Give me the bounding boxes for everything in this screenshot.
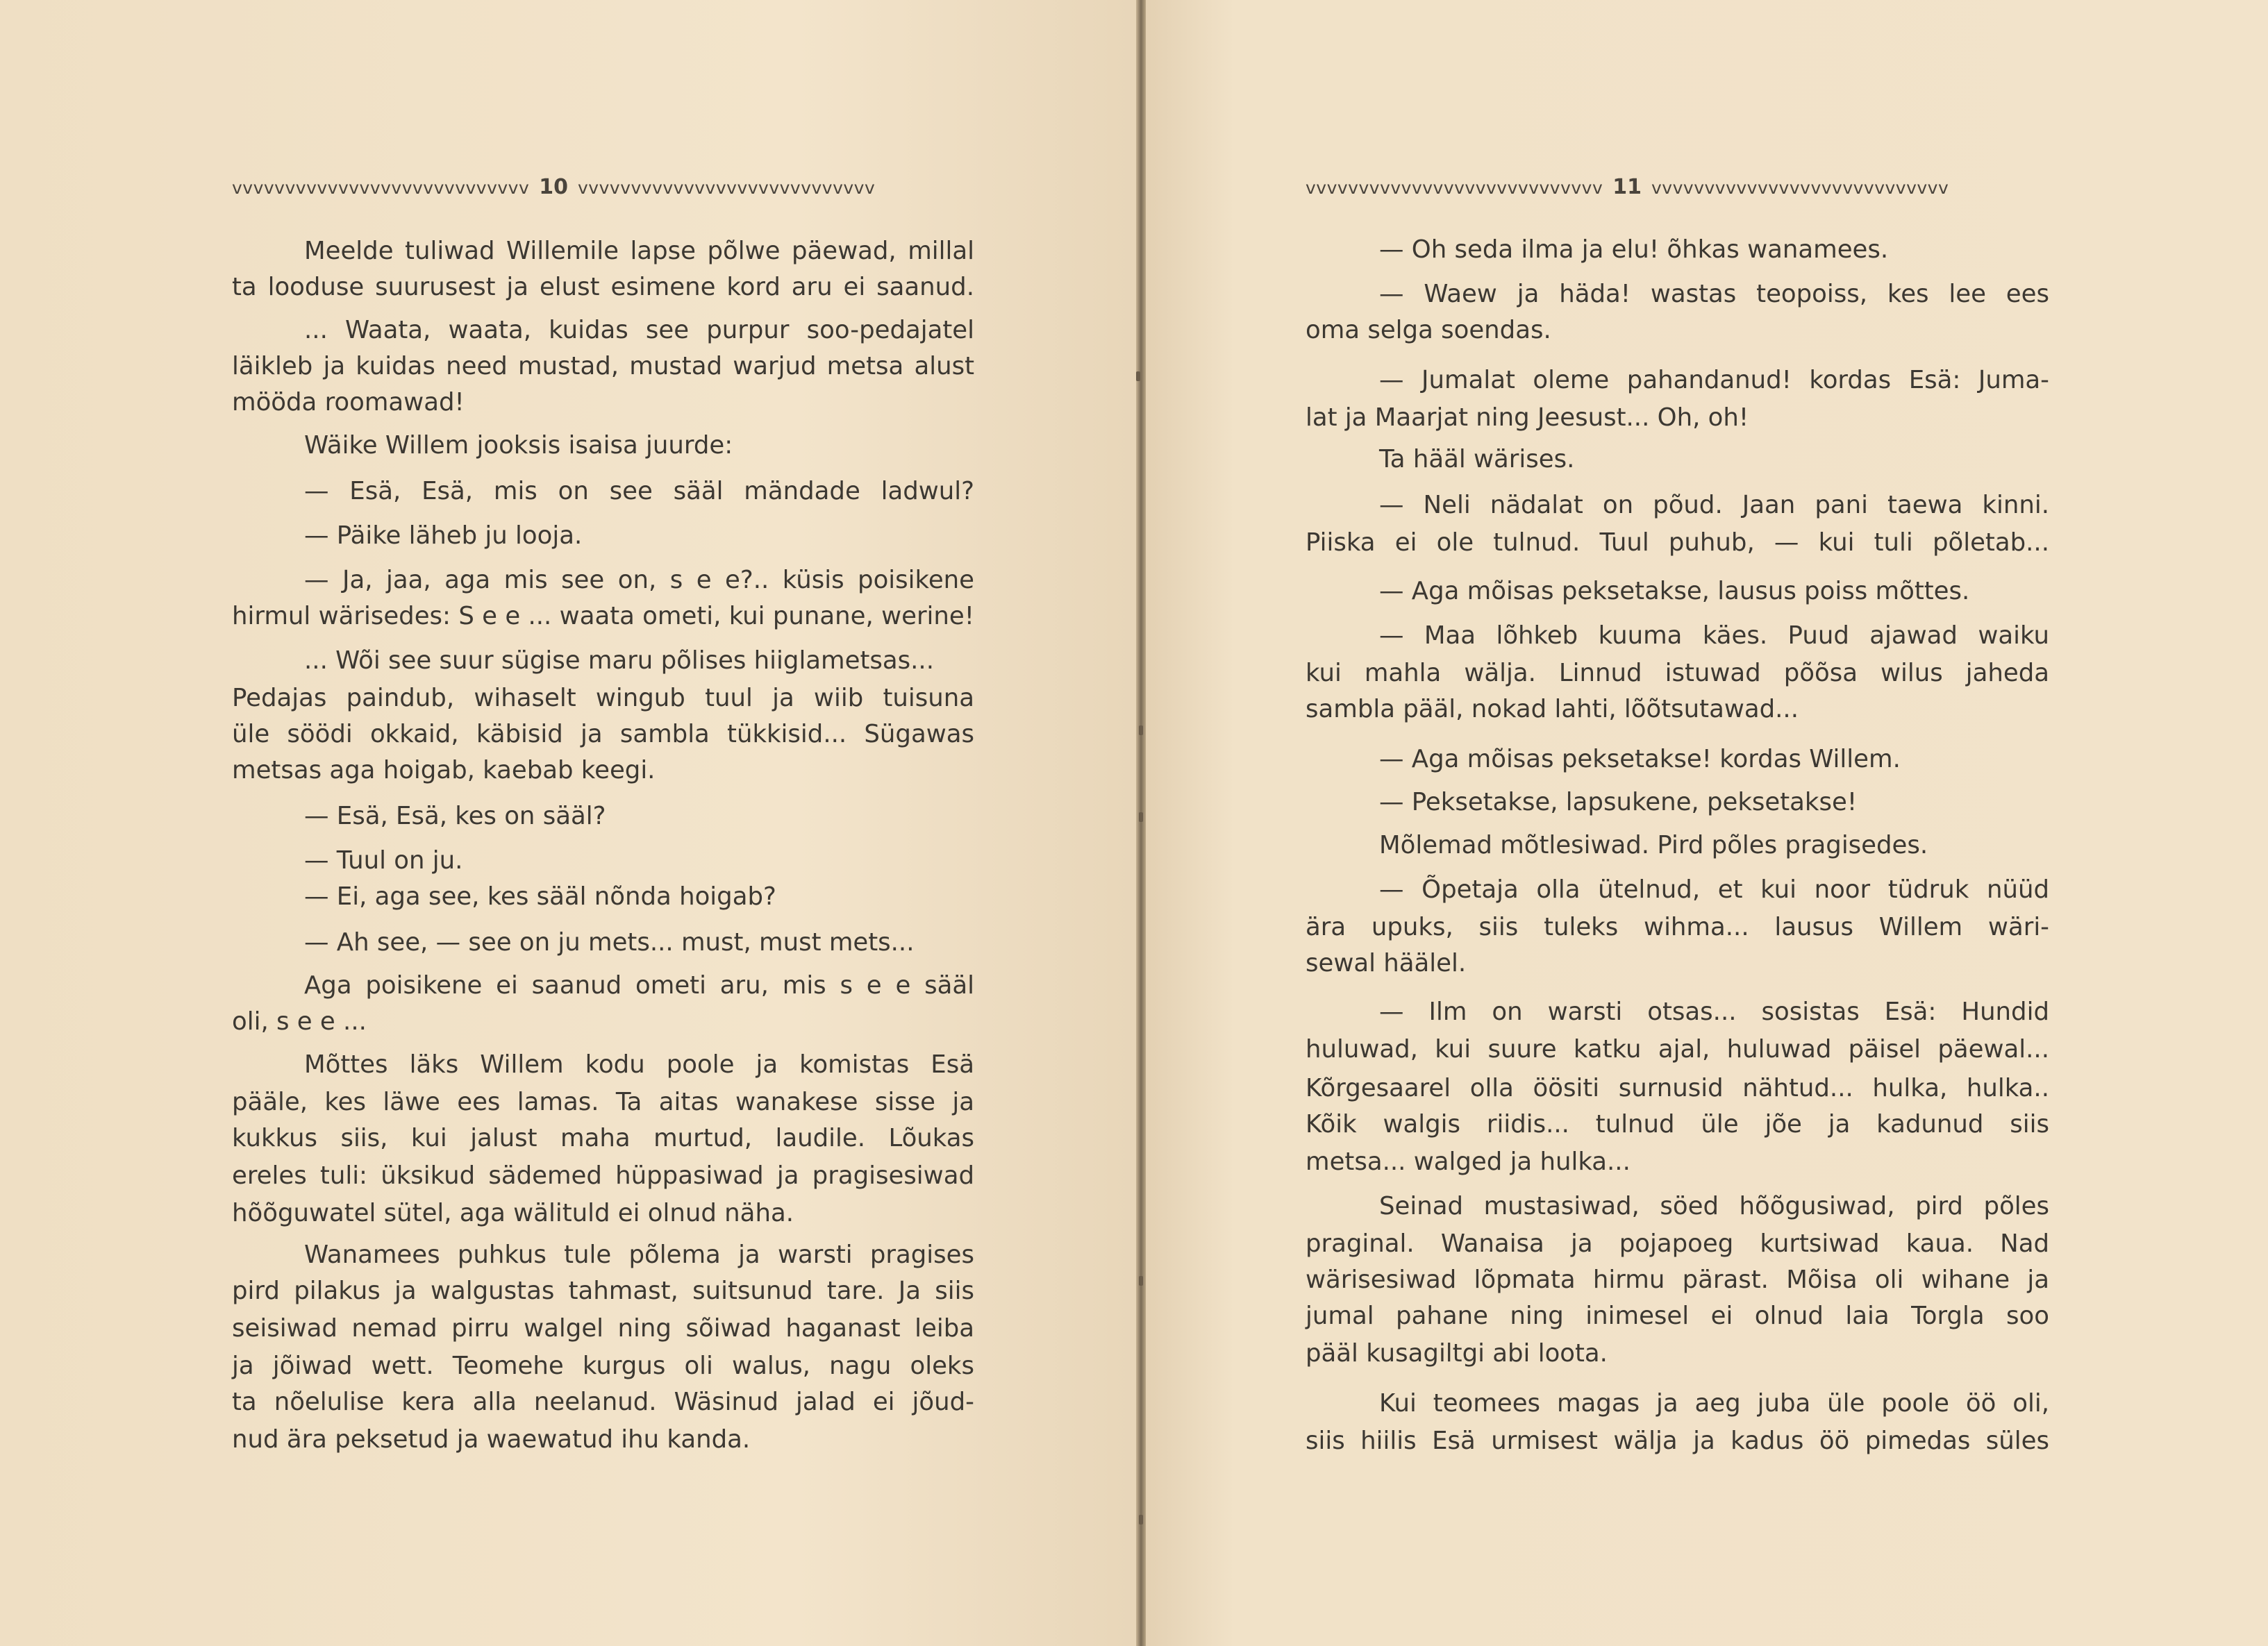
- text-line: Mõlemad mõtlesiwad. Pird põles pragisedes.: [1379, 831, 1928, 859]
- page-number: 11: [1612, 175, 1642, 199]
- text-line: — Esä, Esä, mis on see sääl mändade ladwul?: [304, 477, 974, 505]
- text-line: — Tuul on ju.: [304, 846, 463, 875]
- binding-mark: [1139, 1276, 1143, 1286]
- text-line: hõõguwatel sütel, aga wälituld ei olnud näha.: [232, 1199, 794, 1227]
- text-line: siis hiilis Esä urmisest wälja ja kadus öö pimedas süles: [1306, 1427, 2049, 1455]
- text-line: — Ah see, — see on ju mets... must, must mets...: [304, 928, 915, 957]
- text-line: üle söödi okkaid, käbisid ja sambla tükkisid... Sügawas: [232, 720, 974, 748]
- header-ornament: vvvvvvvvvvvvvvvvvvvvvvvvvvvv: [232, 178, 530, 198]
- text-line: — Waew ja häda! wastas teopoiss, kes lee ees: [1379, 280, 2049, 308]
- text-line: mööda roomawad!: [232, 388, 465, 417]
- text-line: kukkus siis, kui jalust maha murtud, laudile. Lõukas: [232, 1124, 974, 1152]
- header-ornament: vvvvvvvvvvvvvvvvvvvvvvvvvvvv: [578, 178, 876, 198]
- binding-mark: [1139, 725, 1143, 735]
- text-line: Pedajas paindub, wihaselt wingub tuul ja wiib tuisuna: [232, 684, 974, 712]
- text-line: kui mahla wälja. Linnud istuwad põõsa wilus jaheda: [1306, 659, 2049, 687]
- text-line: Aga poisikene ei saanud ometi aru, mis s e e sääl: [304, 971, 974, 1000]
- text-line: Kõrgesaarel olla öösiti surnusid nähtud... hulka, hulka..: [1306, 1074, 2049, 1102]
- text-line: metsa... walged ja hulka...: [1306, 1148, 1631, 1176]
- text-line: wärisesiwad lõpmata hirmu pärast. Mõisa oli wihane ja: [1306, 1266, 2049, 1294]
- text-line: praginal. Wanaisa ja pojapoeg kurtsiwad kaua. Nad: [1306, 1229, 2049, 1258]
- page-number: 10: [539, 175, 569, 199]
- text-line: Piiska ei ole tulnud. Tuul puhub, — kui tuli põletab...: [1306, 528, 2049, 557]
- text-line: — Päike läheb ju looja.: [304, 521, 583, 550]
- binding-mark: [1139, 812, 1143, 822]
- text-line: ... Wõi see suur sügise maru põlises hiiglametsas...: [304, 646, 935, 675]
- text-line: Wanamees puhkus tule põlema ja warsti pragises: [304, 1241, 974, 1269]
- text-line: Seinad mustasiwad, söed hõõgusiwad, pird põles: [1379, 1192, 2049, 1220]
- left-page-header: [232, 175, 875, 203]
- text-line: ... Waata, waata, kuidas see purpur soo-pedajatel: [304, 316, 974, 344]
- text-line: — Ja, jaa, aga mis see on, s e e?.. küsis poisikene: [304, 566, 974, 594]
- text-line: seisiwad nemad pirru walgel ning sõiwad haganast leiba: [232, 1314, 974, 1343]
- text-line: läikleb ja kuidas need mustad, mustad warjud metsa alust: [232, 352, 974, 380]
- text-line: — Aga mõisas peksetakse, lausus poiss mõttes.: [1379, 577, 1970, 605]
- text-line: ja jõiwad wett. Teomehe kurgus oli walus, nagu oleks: [232, 1352, 974, 1380]
- text-line: nud ära peksetud ja waewatud ihu kanda.: [232, 1425, 751, 1454]
- text-line: — Peksetakse, lapsukene, peksetakse!: [1379, 788, 1858, 816]
- text-line: ereles tuli: üksikud sädemed hüppasiwad ja pragisesiwad: [232, 1161, 974, 1190]
- text-line: — Aga mõisas peksetakse! kordas Willem.: [1379, 745, 1901, 773]
- text-line: sewal häälel.: [1306, 949, 1467, 977]
- text-line: huluwad, kui suure katku ajal, huluwad päisel päewal...: [1306, 1035, 2049, 1064]
- header-ornament: vvvvvvvvvvvvvvvvvvvvvvvvvvvv: [1306, 178, 1603, 198]
- text-line: — Maa lõhkeb kuuma käes. Puud ajawad waiku: [1379, 621, 2049, 650]
- text-line: Wäike Willem jooksis isaisa juurde:: [304, 431, 733, 460]
- text-line: lat ja Maarjat ning Jeesust... Oh, oh!: [1306, 403, 1749, 432]
- text-line: hirmul wärisedes: S e e ... waata ometi, kui punane, werine!: [232, 602, 974, 630]
- text-line: Kõik walgis riidis... tulnud üle jõe ja kadunud siis: [1306, 1110, 2049, 1139]
- text-line: — Oh seda ilma ja elu! õhkas wanamees.: [1379, 235, 1889, 264]
- text-line: sambla pääl, nokad lahti, lõõtsutawad...: [1306, 695, 1799, 723]
- binding-mark: [1139, 1515, 1143, 1525]
- header-ornament: vvvvvvvvvvvvvvvvvvvvvvvvvvvv: [1651, 178, 1949, 198]
- binding-mark: [1136, 371, 1140, 381]
- text-line: pird pilakus ja walgustas tahmast, suitsunud tare. Ja siis: [232, 1277, 974, 1305]
- text-line: — Õpetaja olla ütelnud, et kui noor tüdruk nüüd: [1379, 875, 2049, 904]
- text-line: Ta hääl wärises.: [1379, 445, 1575, 473]
- text-line: metsas aga hoigab, kaebab keegi.: [232, 756, 656, 784]
- text-line: Meelde tuliwad Willemile lapse põlwe päewad, millal: [304, 237, 974, 265]
- text-line: ta nõelulise kera alla neelanud. Wäsinud jalad ei jõud-: [232, 1388, 974, 1416]
- text-line: Mõttes läks Willem kodu poole ja komistas Esä: [304, 1050, 974, 1079]
- text-line: pääle, kes läwe ees lamas. Ta aitas wanakese sisse ja: [232, 1088, 974, 1116]
- text-line: ta looduse suurusest ja elust esimene kord aru ei saanud.: [232, 273, 974, 301]
- text-line: — Ilm on warsti otsas... sosistas Esä: Hundid: [1379, 998, 2049, 1026]
- text-line: jumal pahane ning inimesel ei olnud laia Torgla soo: [1306, 1302, 2049, 1330]
- text-line: pääl kusagiltgi abi loota.: [1306, 1339, 1608, 1368]
- text-line: — Jumalat oleme pahandanud! kordas Esä: Juma-: [1379, 366, 2049, 394]
- right-page-header: [1306, 175, 1949, 203]
- text-line: ära upuks, siis tuleks wihma... lausus Willem wäri-: [1306, 913, 2049, 941]
- text-line: — Esä, Esä, kes on sääl?: [304, 802, 606, 830]
- book-gutter: [1136, 0, 1146, 1646]
- text-line: — Ei, aga see, kes sääl nõnda hoigab?: [304, 882, 776, 911]
- text-line: oli, s e e ...: [232, 1007, 367, 1036]
- text-line: — Neli nädalat on põud. Jaan pani taewa kinni.: [1379, 491, 2049, 519]
- text-line: oma selga soendas.: [1306, 316, 1551, 344]
- text-line: Kui teomees magas ja aeg juba üle poole öö oli,: [1379, 1389, 2049, 1418]
